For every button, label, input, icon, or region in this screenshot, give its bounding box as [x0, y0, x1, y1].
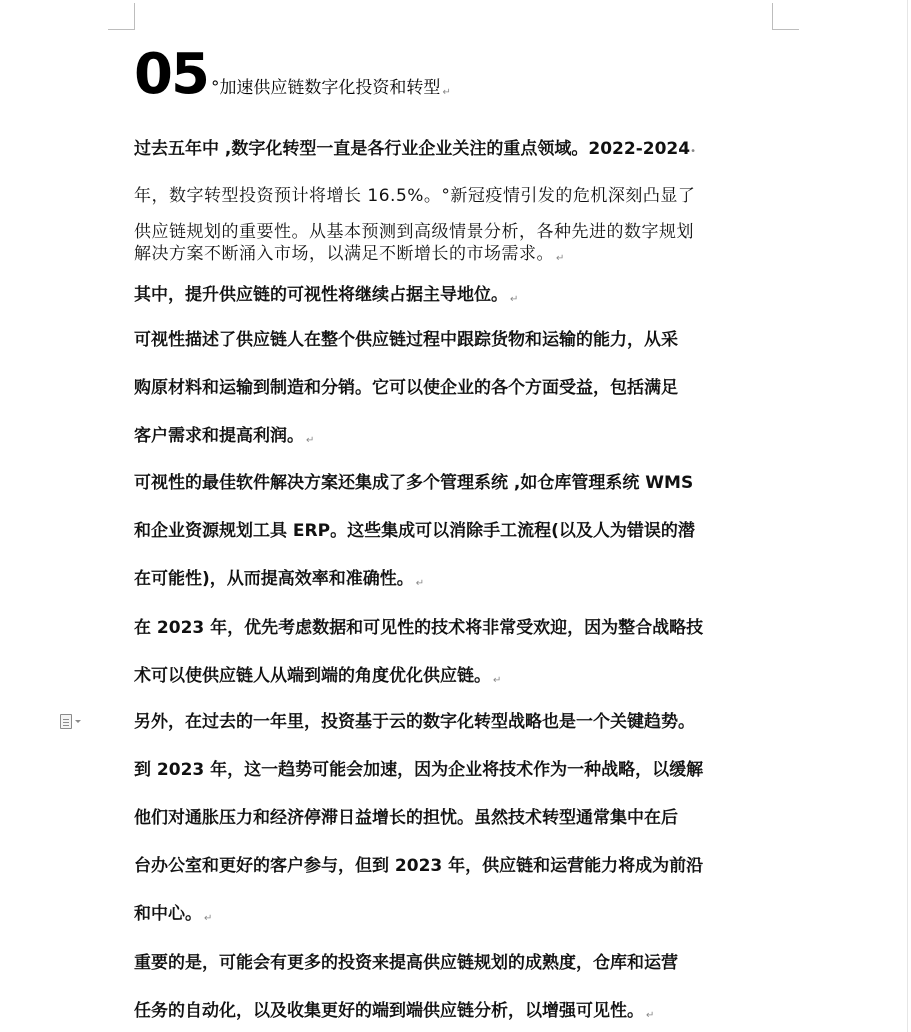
paragraph-line: 另外，在过去的一年里，投资基于云的数字化转型战略也是一个关键趋势。 [134, 712, 695, 732]
paragraph-investment [134, 183, 784, 267]
paragraph-line: 任务的自动化，以及收集更好的端到端供应链分析，以增强可见性。 [134, 1001, 644, 1021]
paragraph-mark-icon: ↵ [510, 294, 519, 305]
document-icon [60, 714, 72, 729]
paragraph-mark-icon: ↵ [204, 913, 213, 924]
document-options-icon[interactable] [60, 713, 86, 729]
paragraph-mark-icon: ↵ [306, 435, 315, 446]
section-title: °加速供应链数字化投资和转型 ↵ [210, 78, 451, 98]
paragraph-intro: 过去五年中 ,数字化转型一直是各行业企业关注的重点领域。2022-2024• [134, 139, 696, 159]
chevron-down-icon [75, 720, 81, 723]
paragraph-planning-maturity [134, 950, 784, 1024]
section-heading [134, 44, 451, 106]
paragraph-mark-icon: ↵ [493, 675, 502, 686]
crop-mark-top-right [772, 3, 799, 30]
page-edge [907, 0, 908, 1032]
paragraph-line: 过去五年中 ,数字化转型一直是各行业企业关注的重点领域。2022-2024 [134, 139, 691, 159]
paragraph-mark-icon: ↵ [556, 253, 565, 264]
paragraph-mark-icon: ↵ [415, 578, 425, 589]
paragraph-line: 解决方案不断涌入市场，以满足不断增长的市场需求。 [134, 244, 554, 264]
paragraph-line: 和企业资源规划工具 ERP。这些集成可以消除手工流程(以及人为错误的潜 [134, 521, 695, 541]
paragraph-line: 客户需求和提高利润。 [134, 426, 304, 446]
paragraph-line: 在可能性)，从而提高效率和准确性。 [134, 569, 414, 589]
paragraph-line: 供应链规划的重要性。从基本预测到高级情景分析，各种先进的数字规划 [134, 222, 694, 242]
paragraph-2023-technology [134, 615, 784, 689]
crop-mark-top-left [108, 3, 135, 30]
paragraph-line: 可视性的最佳软件解决方案还集成了多个管理系统 ,如仓库管理系统 WMS [134, 473, 694, 493]
paragraph-visibility-definition [134, 327, 784, 449]
paragraph-line: 术可以使供应链人从端到端的角度优化供应链。 [134, 666, 491, 686]
paragraph-cloud-transformation [134, 709, 784, 927]
paragraph-mark-icon: ↵ [442, 87, 451, 98]
paragraph-line: 和中心。 [134, 904, 202, 924]
paragraph-line: 重要的是，可能会有更多的投资来提高供应链规划的成熟度，仓库和运营 [134, 953, 678, 973]
paragraph-mark-icon: ↵ [646, 1010, 655, 1021]
paragraph-software-solutions [134, 470, 784, 592]
section-number: 05 [134, 42, 208, 107]
paragraph-line: 到 2023 年，这一趋势可能会加速，因为企业将技术作为一种战略，以缓解 [134, 760, 704, 780]
paragraph-line: 年，数字转型投资预计将增长 16.5%。°新冠疫情引发的危机深刻凸显了 [134, 186, 696, 206]
paragraph-visibility-lead [134, 282, 784, 308]
paragraph-line: 购原材料和运输到制造和分销。它可以使企业的各个方面受益，包括满足 [134, 378, 678, 398]
paragraph-line: 他们对通胀压力和经济停滞日益增长的担忧。虽然技术转型通常集中在后 [134, 808, 678, 828]
paragraph-line: 其中，提升供应链的可视性将继续占据主导地位。 [134, 285, 508, 305]
paragraph-line: 可视性描述了供应链人在整个供应链过程中跟踪货物和运输的能力，从采 [134, 330, 678, 350]
paragraph-line: 台办公室和更好的客户参与，但到 2023 年，供应链和运营能力将成为前沿 [134, 856, 704, 876]
paragraph-line: 在 2023 年，优先考虑数据和可见性的技术将非常受欢迎，因为整合战略技 [134, 618, 704, 638]
